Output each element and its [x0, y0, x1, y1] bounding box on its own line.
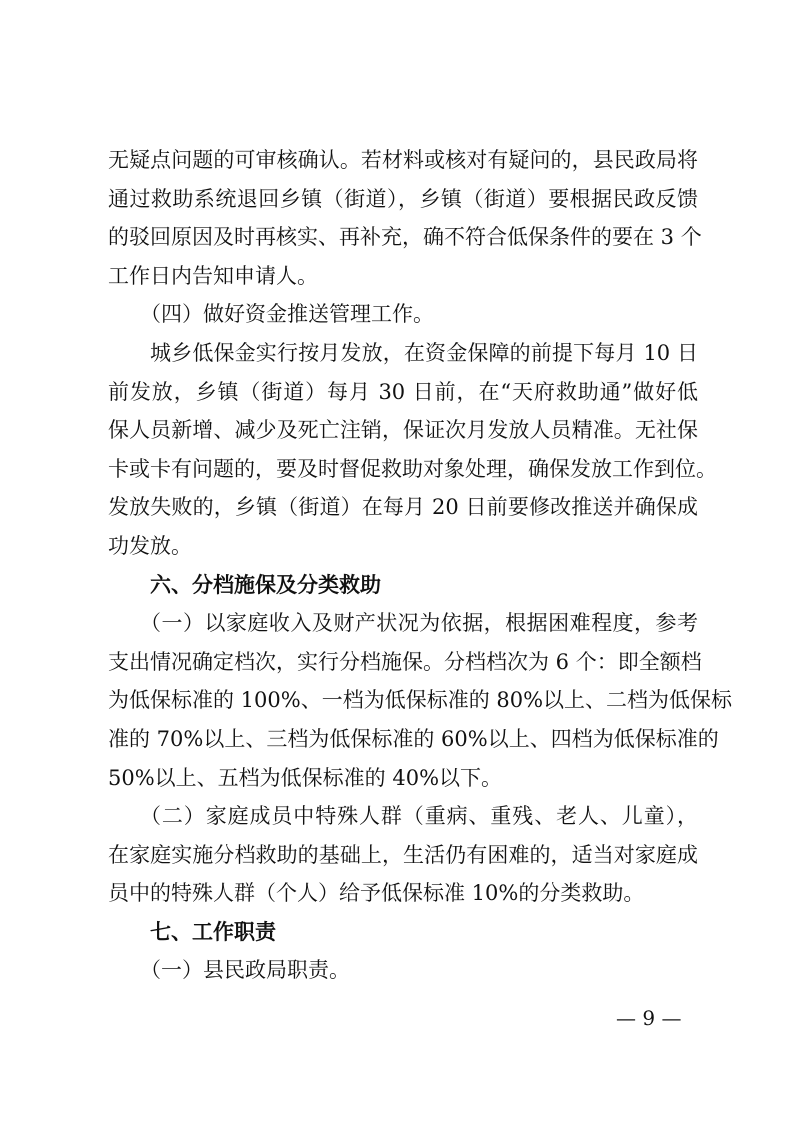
text-line: 功发放。	[108, 533, 192, 558]
text-line: 员中的特殊人群（个人）给予低保标准 10%的分类救助。	[108, 881, 645, 906]
page-number: — 9 —	[616, 1006, 682, 1030]
text-line: 工作日内告知申请人。	[108, 263, 318, 288]
text-line: 50%以上、五档为低保标准的 40%以下。	[108, 765, 503, 790]
subheading-line: （四）做好资金推送管理工作。	[140, 302, 434, 327]
text-line: 为低保标准的 100%、一档为低保标准的 80%以上、二档为低保标	[108, 688, 733, 713]
section-heading: 六、分档施保及分类救助	[150, 572, 381, 597]
section-heading: 七、工作职责	[150, 919, 276, 944]
text-line: 的驳回原因及时再核实、再补充，确不符合低保条件的要在 3 个	[108, 225, 702, 250]
text-line: 在家庭实施分档救助的基础上，生活仍有困难的，适当对家庭成	[108, 842, 698, 867]
text-line: 前发放，乡镇（街道）每月 30 日前，在“天府救助通”做好低	[108, 379, 698, 404]
subheading-line: （一）县民政局职责。	[140, 958, 350, 983]
text-line: 保人员新增、减少及死亡注销，保证次月发放人员精准。无社保	[108, 418, 698, 443]
text-line: 城乡低保金实行按月发放，在资金保障的前提下每月 10 日	[150, 340, 698, 365]
text-line: 支出情况确定档次，实行分档施保。分档档次为 6 个：即全额档	[108, 649, 702, 674]
text-line: 无疑点问题的可审核确认。若材料或核对有疑问的，县民政局将	[108, 148, 698, 172]
body-text	[108, 141, 733, 990]
text-line: 发放失败的，乡镇（街道）在每月 20 日前要修改推送并确保成	[108, 495, 698, 520]
text-line: 卡或卡有问题的，要及时督促救助对象处理，确保发放工作到位。	[108, 456, 717, 481]
text-line: 准的 70%以上、三档为低保标准的 60%以上、四档为低保标准的	[108, 726, 719, 751]
text-line: 通过救助系统退回乡镇（街道），乡镇（街道）要根据民政反馈	[108, 186, 698, 211]
text-line: （一）以家庭收入及财产状况为依据，根据困难程度，参考	[140, 611, 698, 636]
text-line: （二）家庭成员中特殊人群（重病、重残、老人、儿童），	[140, 804, 698, 829]
